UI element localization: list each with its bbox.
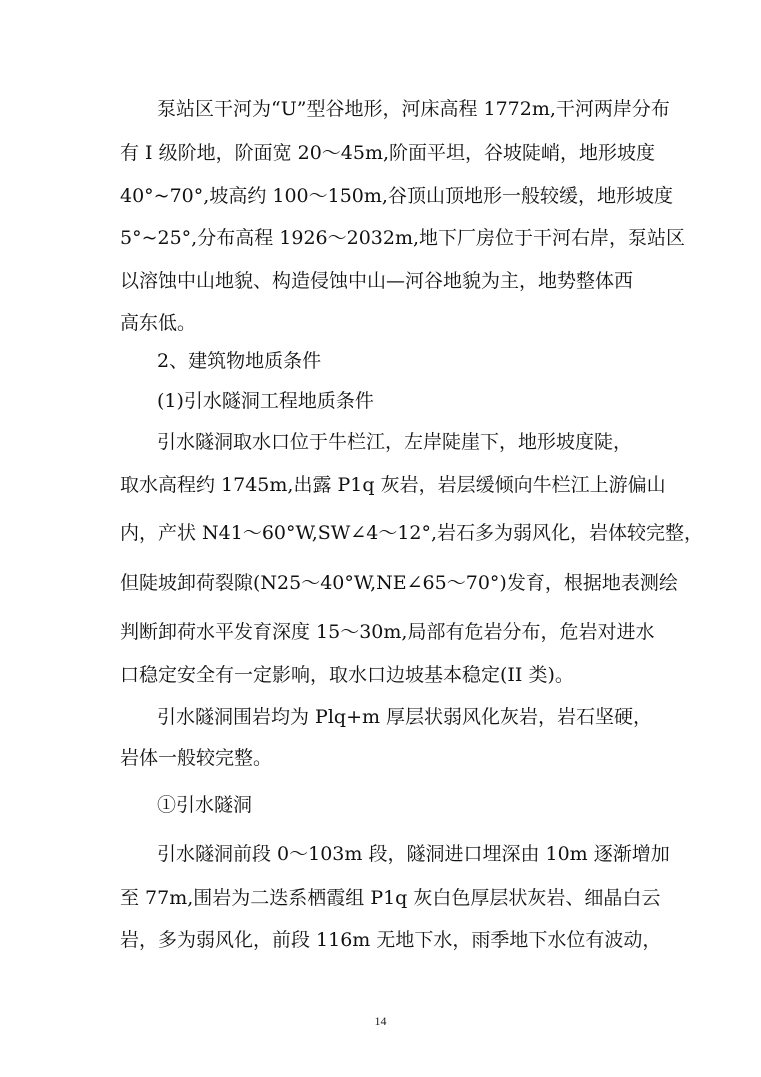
text-line-19: 至 77m,围岩为二迭系栖霞组 P1q 灰白色厚层状灰岩、细晶白云 bbox=[120, 887, 661, 909]
text-line-2: 有 I 级阶地，阶面宽 20～45m,阶面平坦，谷坡陡峭，地形坡度 bbox=[120, 142, 656, 164]
text-line-6: 高东低。 bbox=[120, 312, 197, 334]
text-line-15: 引水隧洞围岩均为 Plq+m 厚层状弱风化灰岩，岩石坚硬， bbox=[157, 706, 653, 728]
text-line-13: 判断卸荷水平发育深度 15～30m,局部有危岩分布，危岩对进水 bbox=[120, 621, 655, 643]
text-line-16: 岩体一般较完整。 bbox=[120, 747, 273, 769]
text-line-10: 取水高程约 1745m,出露 P1q 灰岩，岩层缓倾向牛栏江上游偏山 bbox=[120, 474, 666, 496]
text-line-12: 但陡坡卸荷裂隙(N25～40°W,NE∠65～70°)发育，根据地表测绘 bbox=[120, 572, 678, 594]
text-line-1: 泵站区干河为“U”型谷地形，河床高程 1772m,干河两岸分布 bbox=[157, 98, 670, 120]
text-line-9: 引水隧洞取水口位于牛栏江，左岸陡崖下，地形坡度陡， bbox=[157, 431, 633, 453]
page-number: 14 bbox=[374, 1014, 387, 1028]
section-heading: 2、建筑物地质条件 bbox=[157, 350, 322, 372]
item-heading: ①引水隧洞 bbox=[157, 794, 253, 816]
text-line-20: 岩，多为弱风化，前段 116m 无地下水，雨季地下水位有波动， bbox=[120, 929, 662, 951]
text-line-5: 以溶蚀中山地貌、构造侵蚀中山—河谷地貌为主，地势整体西 bbox=[120, 270, 634, 292]
text-line-14: 口稳定安全有一定影响，取水口边坡基本稳定(II 类)。 bbox=[120, 664, 574, 686]
subsection-heading: (1)引水隧洞工程地质条件 bbox=[157, 390, 374, 412]
text-line-18: 引水隧洞前段 0～103m 段，隧洞进口埋深由 10m 逐渐增加 bbox=[157, 843, 670, 865]
text-line-11: 内，产状 N41～60°W,SW∠4～12°,岩石多为弱风化，岩体较完整， bbox=[120, 522, 704, 544]
text-line-4: 5°~25°,分布高程 1926～2032m,地下厂房位于干河右岸，泵站区 bbox=[120, 227, 686, 249]
text-line-3: 40°~70°,坡高约 100～150m,谷顶山顶地形一般较缓，地形坡度 bbox=[120, 185, 673, 207]
